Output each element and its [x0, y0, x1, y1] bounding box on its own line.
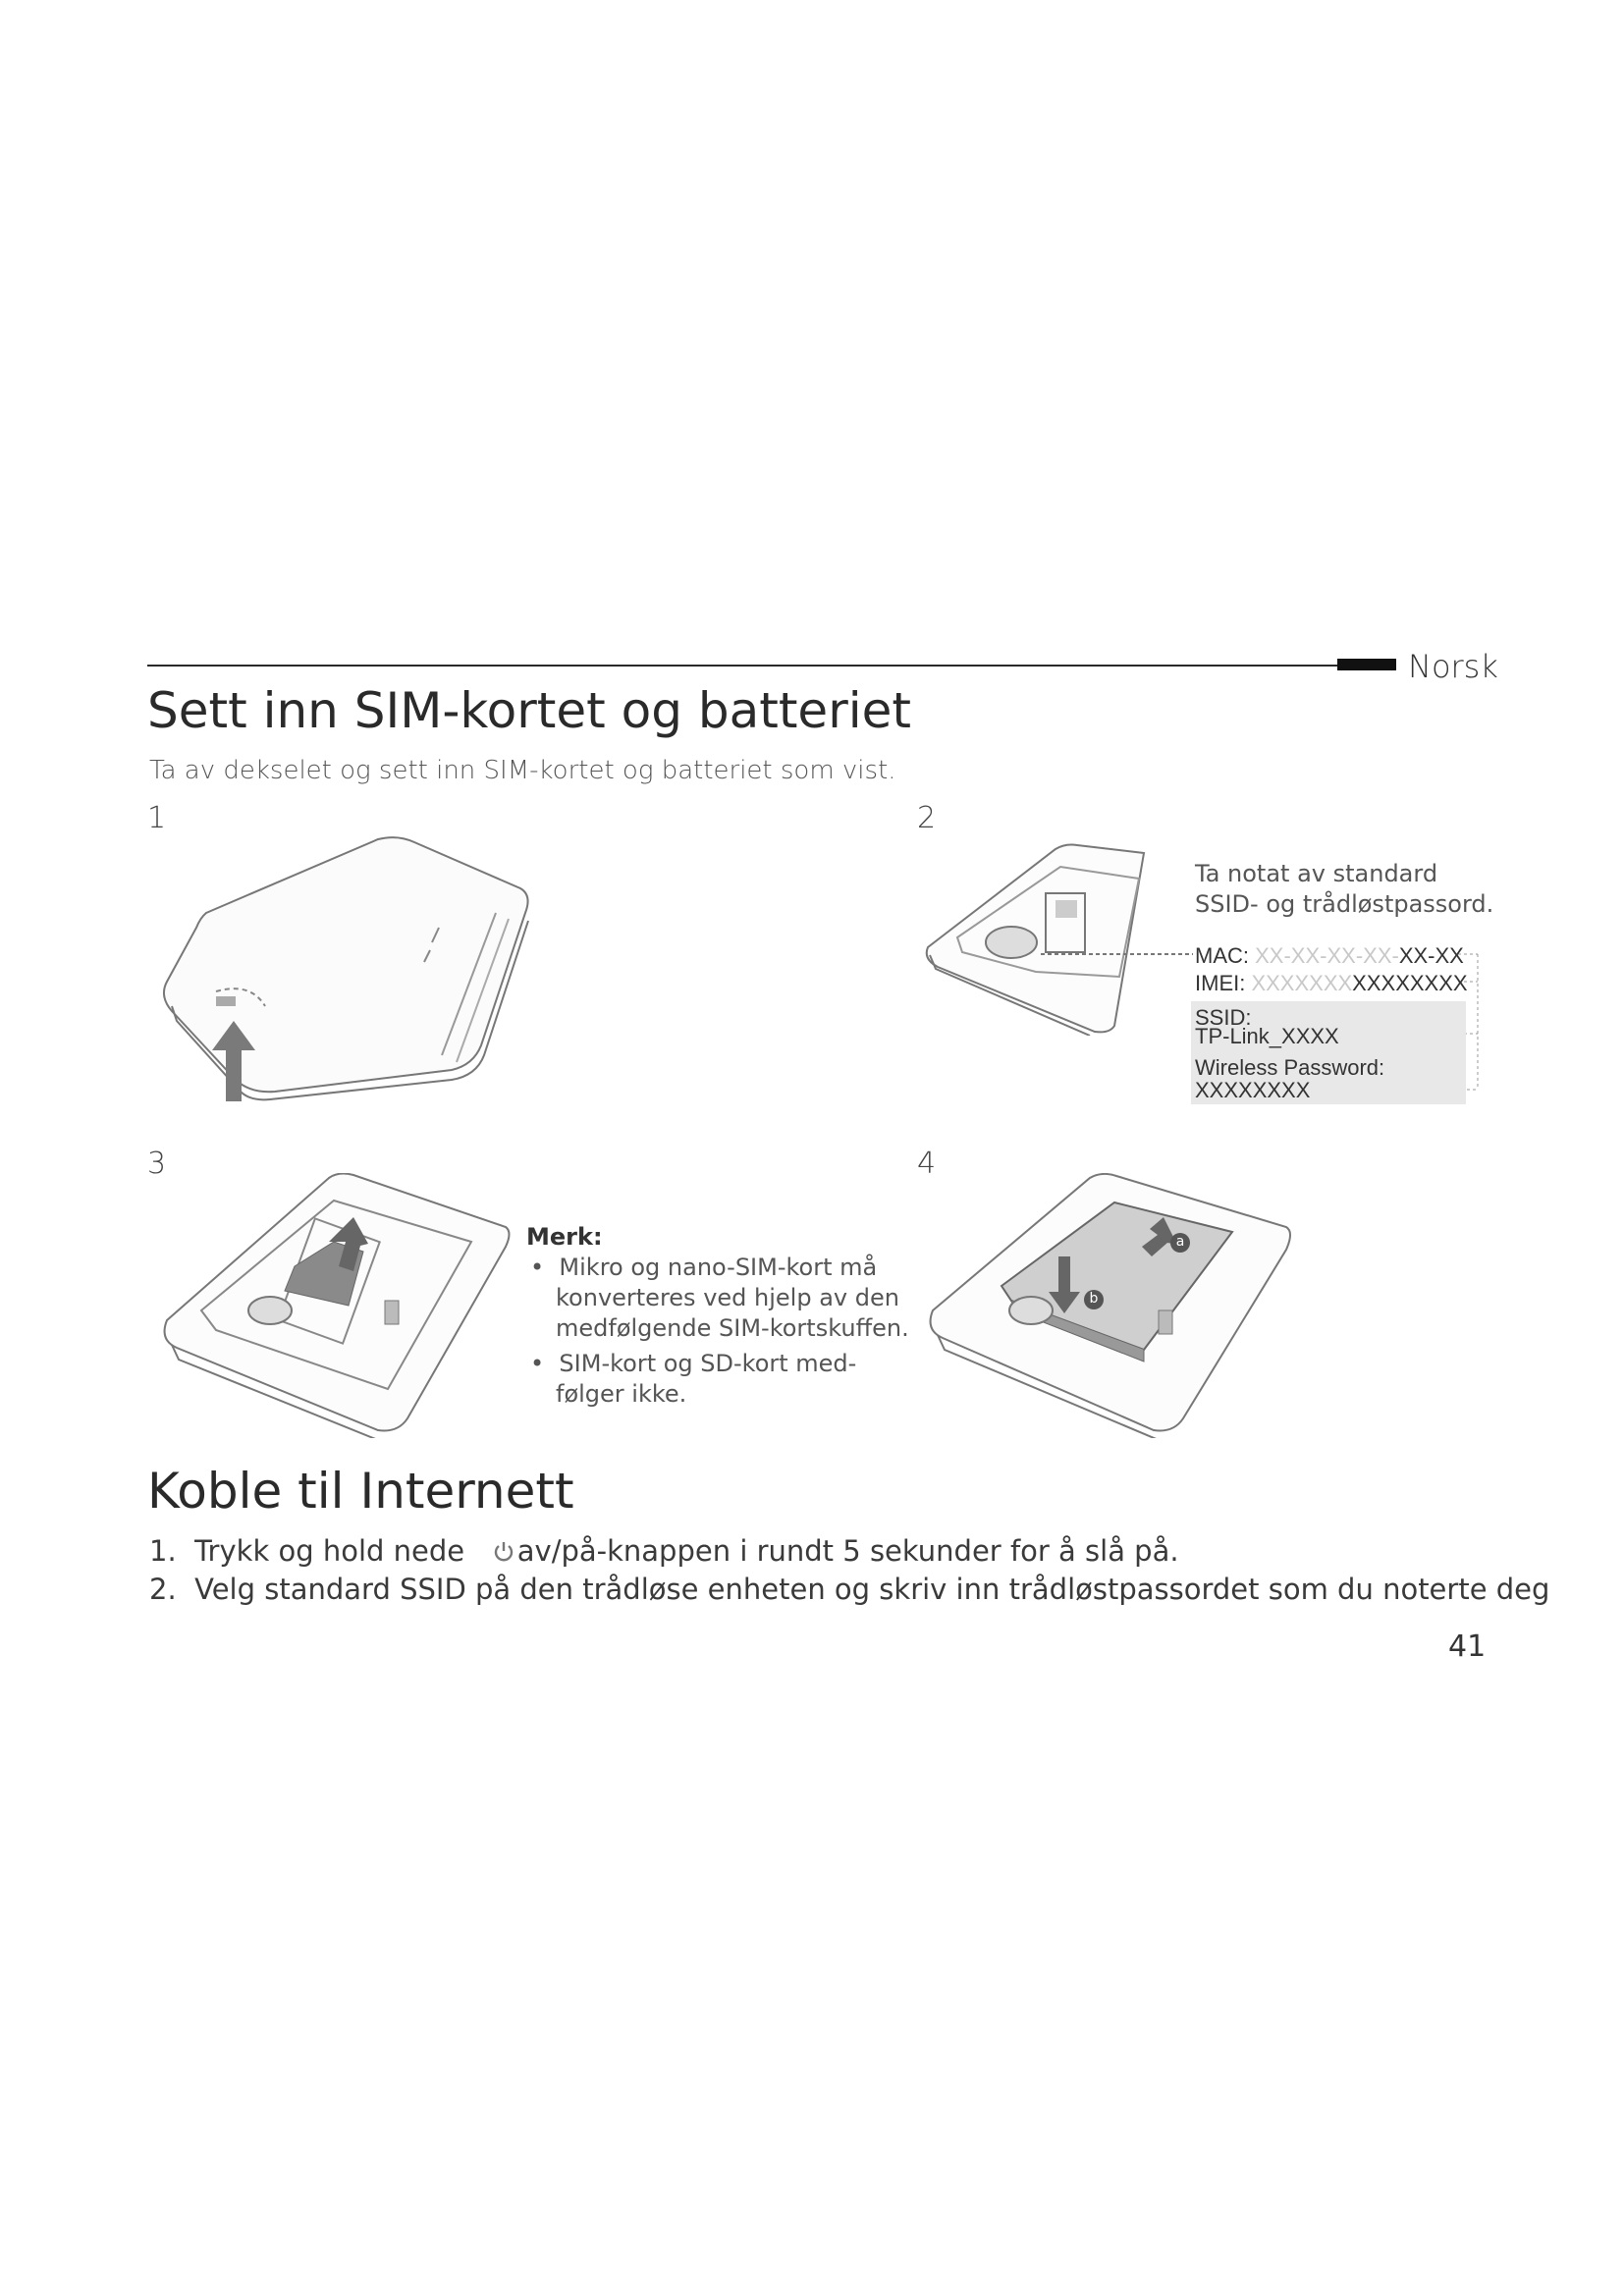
- step-number-1: 1: [147, 801, 167, 835]
- mac-address-line: MAC: XX-XX-XX-XX-XX-XX: [1195, 943, 1464, 968]
- bullet-dot: •: [530, 1350, 560, 1377]
- note-title: Merk:: [526, 1223, 603, 1251]
- marker-a: a: [1170, 1233, 1190, 1253]
- imei-line: IMEI: XXXXXXXXXXXXXXX: [1195, 971, 1468, 995]
- section-title-internet: Koble til Internett: [147, 1463, 574, 1520]
- password-value: XXXXXXXX: [1195, 1078, 1311, 1102]
- ssid-label: SSID:: [1195, 1005, 1252, 1030]
- marker-b: b: [1084, 1290, 1104, 1309]
- ssid-value: TP-Link_XXXX: [1195, 1024, 1339, 1048]
- header-rule-marker: [1337, 659, 1396, 670]
- step3-illustration: [157, 1173, 511, 1438]
- step-number-3: 3: [147, 1147, 167, 1181]
- section-title-sim: Sett inn SIM-kortet og batteriet: [147, 682, 912, 739]
- bullet-dot: •: [530, 1254, 560, 1281]
- page-number: 41: [1448, 1629, 1487, 1664]
- header-rule: [147, 665, 1337, 667]
- note-bullet-2: • SIM-kort og SD-kort med- følger ikke.: [530, 1350, 857, 1408]
- step2-note-line2: SSID- og trådløstpassord.: [1195, 890, 1494, 918]
- device-label: [1041, 928, 1483, 1104]
- step-number-4: 4: [917, 1147, 937, 1181]
- power-icon: [492, 1540, 515, 1564]
- section-subtitle-sim: Ta av dekselet og sett inn SIM-kortet og batteriet som vist.: [149, 756, 896, 785]
- arrow-down-icon: [1049, 1256, 1080, 1313]
- step-number-2: 2: [917, 801, 937, 835]
- step2-note-line1: Ta notat av standard: [1195, 860, 1438, 887]
- instruction-item-2: 2. Velg standard SSID på den trådløse enheten og skriv inn trådløstpassordet som du noterte deg: [149, 1573, 1550, 1606]
- language-label: Norsk: [1408, 648, 1498, 685]
- arrow-up-icon: [212, 1021, 255, 1101]
- step4-illustration: [923, 1173, 1296, 1438]
- password-label: Wireless Password:: [1195, 1055, 1385, 1080]
- note-bullet-1: • Mikro og nano-SIM-kort må konverteres ved hjelp av den medfølgende SIM-kortskuffen.: [530, 1254, 909, 1342]
- instruction-item-1: 1. Trykk og hold nede av/på-knappen i rundt 5 sekunder for å slå på.: [149, 1534, 1179, 1568]
